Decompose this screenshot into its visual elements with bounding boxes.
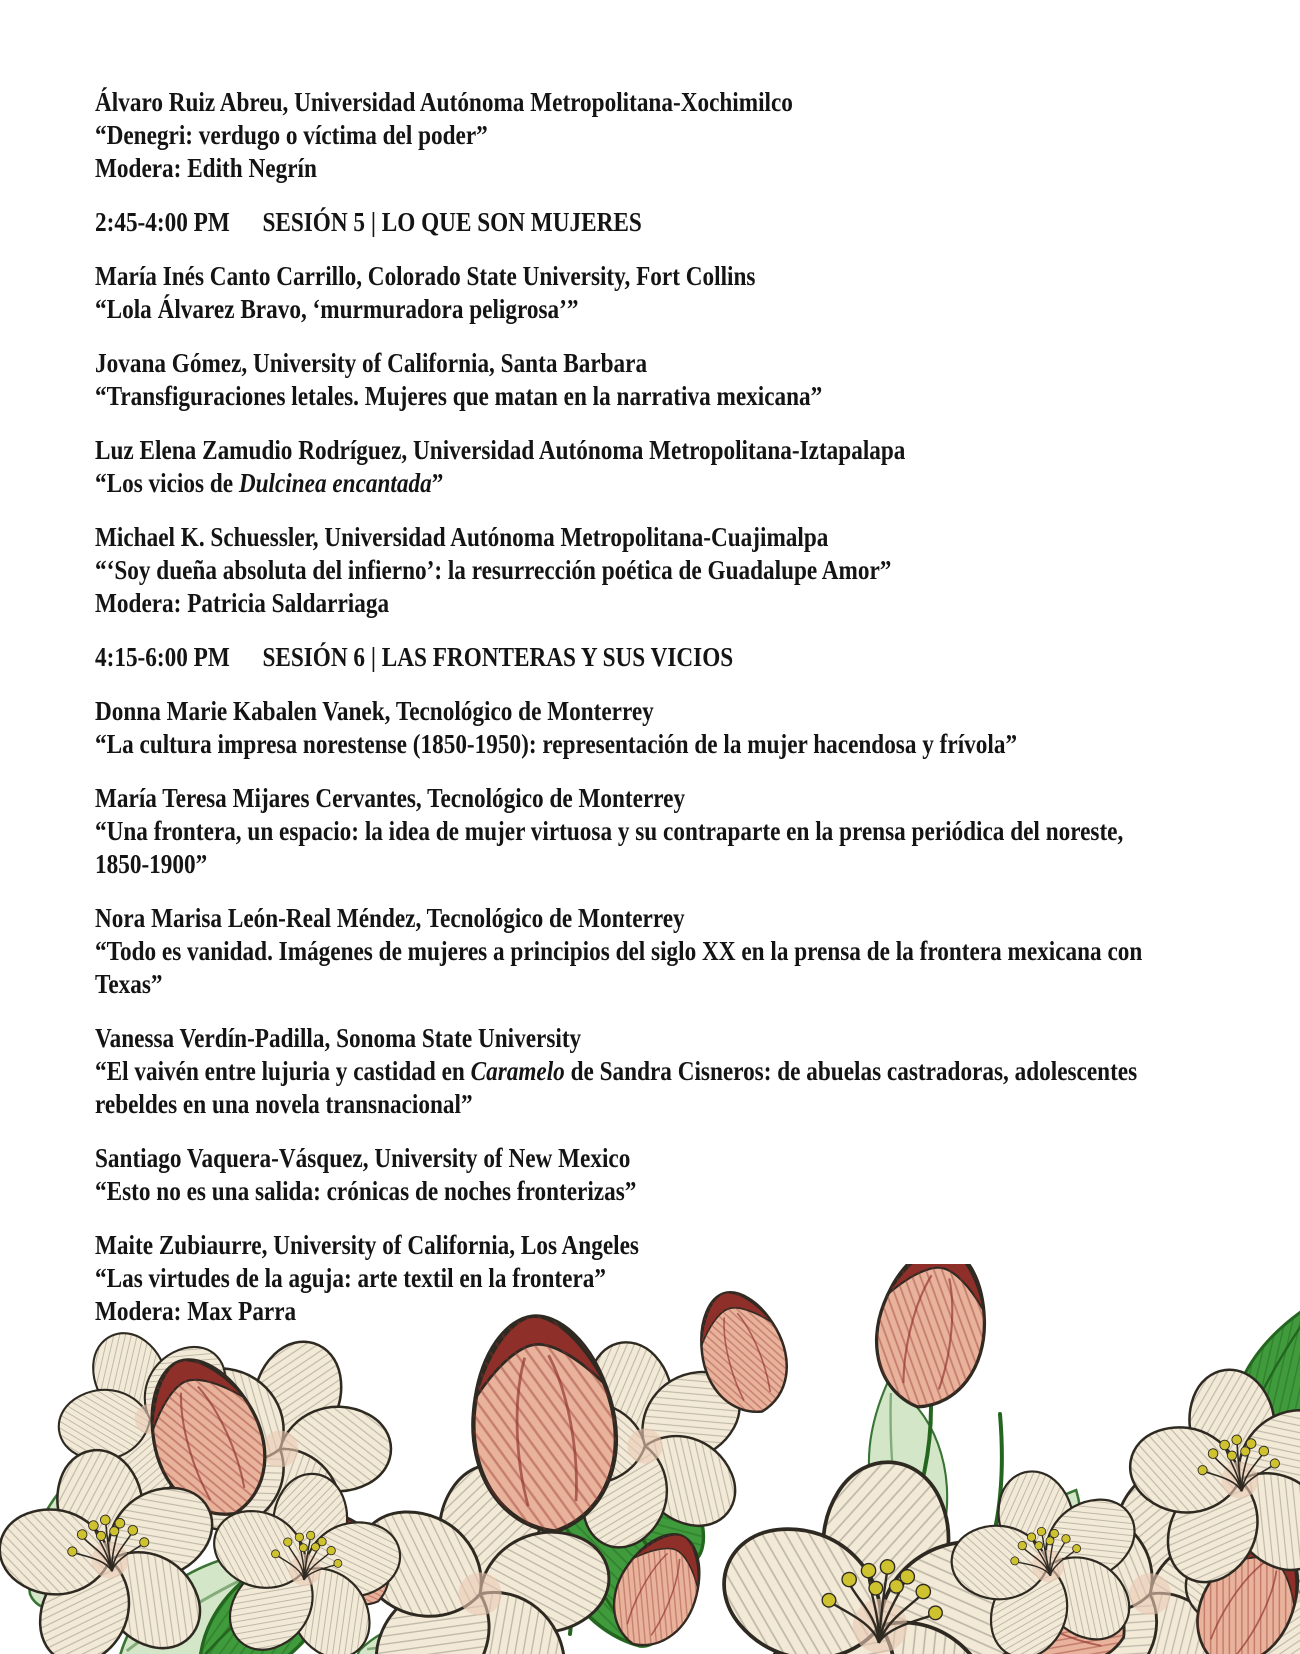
talk-entry	[95, 86, 1050, 185]
floral-illustration	[0, 1264, 1300, 1654]
text-segment: Luz Elena Zamudio Rodríguez, Universidad Autónoma Metropolitana-Iztapalapa	[95, 435, 906, 465]
talk-line	[95, 1175, 1050, 1208]
talk-line	[95, 848, 1050, 881]
talk-line	[95, 968, 1050, 1001]
talk-line	[95, 554, 1050, 587]
talk-entry	[95, 347, 1050, 413]
text-segment: “‘Soy dueña absoluta del infierno’: la resurrección poética de Guadalupe Amor”	[95, 555, 892, 585]
text-segment: “Una frontera, un espacio: la idea de mujer virtuosa y su contraparte en la prensa periódica del noreste,	[95, 816, 1124, 846]
talk-line	[95, 1142, 1050, 1175]
talk-line	[95, 935, 1143, 968]
talk-line	[95, 86, 1050, 119]
talk-line	[95, 782, 1050, 815]
talk-entry	[95, 434, 1050, 500]
session-line	[95, 206, 1050, 239]
talk-entry	[95, 1142, 1050, 1208]
talk-line	[95, 434, 1050, 467]
text-segment: “Lola Álvarez Bravo, ‘murmuradora peligrosa’”	[95, 294, 579, 324]
text-segment: Dulcinea encantada	[238, 468, 432, 498]
talk-line	[95, 347, 1050, 380]
text-segment: “Esto no es una salida: crónicas de noches fronterizas”	[95, 1176, 637, 1206]
text-segment: “El vaivén entre lujuria y castidad en	[95, 1056, 471, 1086]
text-segment: Michael K. Schuessler, Universidad Autónoma Metropolitana-Cuajimalpa	[95, 522, 829, 552]
talk-entry	[95, 695, 1050, 761]
talk-line	[95, 467, 1050, 500]
talk-line	[95, 1229, 1050, 1262]
text-segment: Vanessa Verdín-Padilla, Sonoma State University	[95, 1023, 582, 1053]
talk-line	[95, 521, 1050, 554]
session-header	[95, 641, 1050, 674]
talk-line	[95, 902, 1050, 935]
text-segment: ”	[431, 468, 444, 498]
talk-line	[95, 587, 1050, 620]
text-segment: Modera: Patricia Saldarriaga	[95, 588, 390, 618]
talk-line	[95, 695, 1050, 728]
text-segment: “Las virtudes de la aguja: arte textil en la frontera”	[95, 1263, 606, 1293]
text-segment: Nora Marisa León-Real Méndez, Tecnológico de Monterrey	[95, 903, 685, 933]
session-line	[95, 641, 1050, 674]
talk-line	[95, 1022, 1050, 1055]
session-stitle: SESIÓN 5 | LO QUE SON MUJERES	[262, 207, 642, 237]
talk-line	[95, 293, 1050, 326]
talk-line	[95, 152, 1050, 185]
program-list	[95, 86, 1143, 1349]
text-segment: María Inés Canto Carrillo, Colorado State University, Fort Collins	[95, 261, 756, 291]
text-segment: “Los vicios de	[95, 468, 239, 498]
text-segment: Donna Marie Kabalen Vanek, Tecnológico de Monterrey	[95, 696, 654, 726]
text-segment: María Teresa Mijares Cervantes, Tecnológico de Monterrey	[95, 783, 686, 813]
talk-entry	[95, 260, 1050, 326]
text-segment: Jovana Gómez, University of California, Santa Barbara	[95, 348, 648, 378]
session-time: 4:15-6:00 PM	[95, 642, 230, 672]
talk-line	[95, 728, 1050, 761]
talk-entry	[95, 782, 1124, 881]
talk-line	[95, 1055, 1138, 1088]
text-segment: Caramelo	[470, 1056, 565, 1086]
text-segment: “Denegri: verdugo o víctima del poder”	[95, 120, 488, 150]
talk-entry	[95, 1022, 1138, 1121]
text-segment: Maite Zubiaurre, University of California, Los Angeles	[95, 1230, 639, 1260]
talk-entry	[95, 902, 1143, 1001]
text-segment: Modera: Edith Negrín	[95, 153, 317, 183]
talk-entry	[95, 521, 1050, 620]
session-time: 2:45-4:00 PM	[95, 207, 230, 237]
text-segment: “La cultura impresa norestense (1850-1950): representación de la mujer hacendosa y frívola”	[95, 729, 1018, 759]
text-segment: de Sandra Cisneros: de abuelas castradoras, adolescentes	[564, 1056, 1138, 1086]
talk-line	[95, 260, 1050, 293]
text-segment: Texas”	[95, 969, 163, 999]
talk-line	[95, 1088, 1050, 1121]
text-segment: 1850-1900”	[95, 849, 208, 879]
text-segment: “Todo es vanidad. Imágenes de mujeres a principios del siglo XX en la prensa de la frontera mexicana con	[95, 936, 1143, 966]
text-segment: rebeldes en una novela transnacional”	[95, 1089, 473, 1119]
text-segment: “Transfiguraciones letales. Mujeres que matan en la narrativa mexicana”	[95, 381, 823, 411]
text-segment: Santiago Vaquera-Vásquez, University of New Mexico	[95, 1143, 631, 1173]
talk-line	[95, 815, 1124, 848]
text-segment: Álvaro Ruiz Abreu, Universidad Autónoma Metropolitana-Xochimilco	[95, 87, 793, 117]
talk-line	[95, 119, 1050, 152]
session-stitle: SESIÓN 6 | LAS FRONTERAS Y SUS VICIOS	[262, 642, 734, 672]
text-segment: Modera: Max Parra	[95, 1296, 297, 1326]
talk-line	[95, 380, 1050, 413]
session-header	[95, 206, 1050, 239]
